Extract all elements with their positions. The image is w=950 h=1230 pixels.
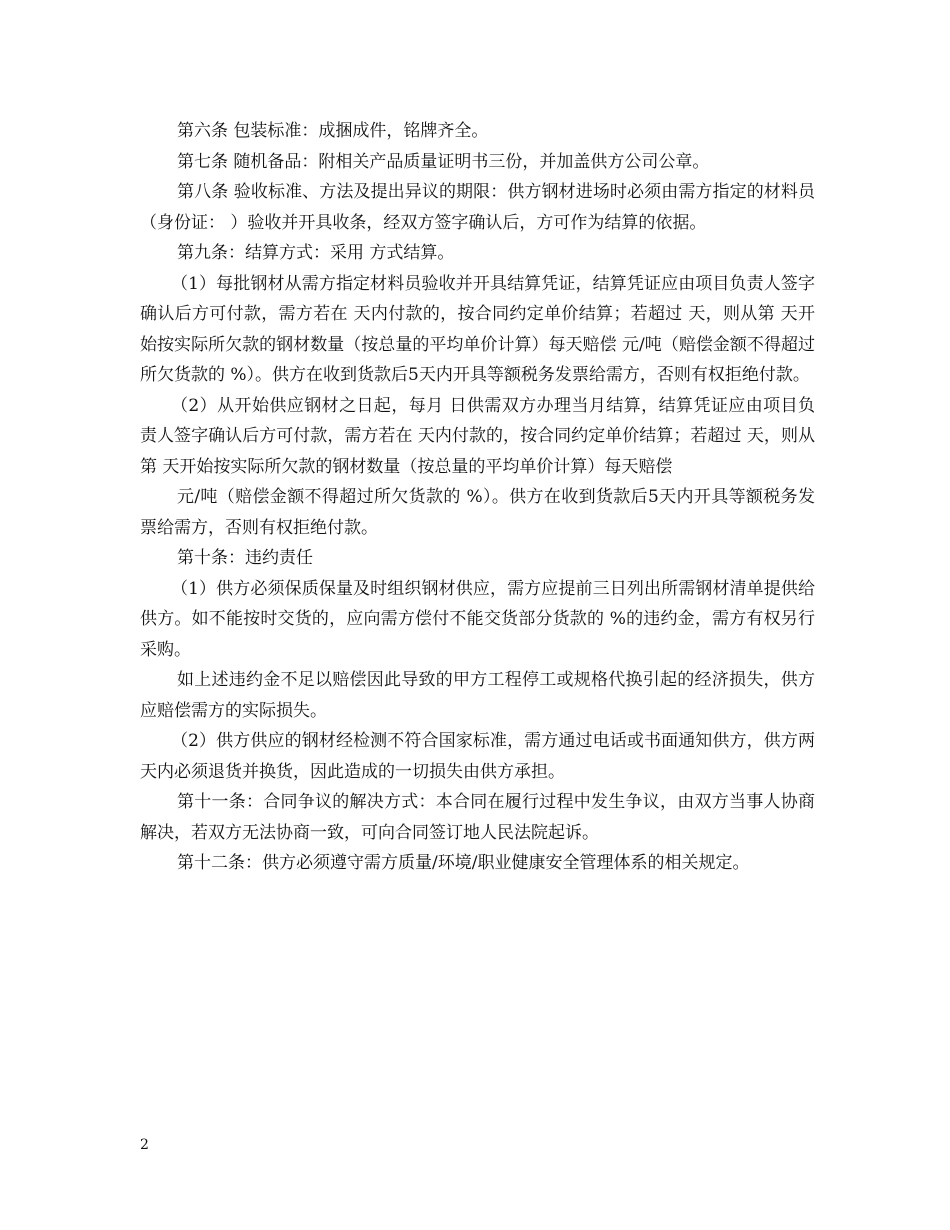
article-9-paragraph: 第九条：结算方式：采用 方式结算。: [177, 243, 455, 263]
article-10-clause-2: （2）供方供应的钢材经检测不符合国家标准，需方通过电话或书面通知供方，供方两天内必须退货并换货，因此造成的一切损失由供方承担。: [140, 731, 815, 782]
article-10-heading: 第十条：违约责任: [177, 548, 313, 568]
article-12-paragraph: 第十二条：供方必须遵守需方质量/环境/职业健康安全管理体系的相关规定。: [177, 853, 750, 873]
article-9-clause-2-continued: 元/吨（赔偿金额不得超过所欠货款的 %）。供方在收到货款后5天内开具等额税务发票给需方，否则有权拒绝付款。: [140, 487, 815, 538]
article-10-clause-1: （1）供方必须保质保量及时组织钢材供应，需方应提前三日列出所需钢材清单提供给供方。如不能按时交货的，应向需方偿付不能交货部分货款的 %的违约金，需方有权另行采购。: [140, 578, 815, 660]
article-7-paragraph: 第七条 随机备品：附相关产品质量证明书三份，并加盖供方公司公章。: [177, 151, 710, 172]
article-6-paragraph: 第六条 包装标准：成捆成件，铭牌齐全。: [177, 121, 489, 141]
article-9-clause-2: （2）从开始供应钢材之日起，每月 日供需双方办理当月结算，结算凭证应由项目负责人签字确认后方可付款，需方若在 天内付款的，按合同约定单价结算；若超过 天，则从第 天开始按实际所欠款的钢材数量（按总量的平均单价计算）每天赔偿: [140, 395, 815, 477]
article-9-clause-1: （1）每批钢材从需方指定材料员验收并开具结算凭证，结算凭证应由项目负责人签字确认后方可付款，需方若在 天内付款的，按合同约定单价结算；若超过 天，则从第 天开始按实际所欠款的钢材数量（按总量的平均单价计算）每天赔偿 元/吨（赔偿金额不得超过所欠货款的 %）。供方在收到货款后5天内开具等额税务发票给需方，否则有权拒绝付款。: [140, 273, 815, 385]
article-8-paragraph: 第八条 验收标准、方法及提出异议的期限：供方钢材进场时必须由需方指定的材料员 （身份证： ）验收并开具收条，经双方签字确认后，方可作为结算的依据。: [140, 182, 815, 233]
page-number: 2: [140, 1137, 149, 1153]
article-11-paragraph: 第十一条：合同争议的解决方式：本合同在履行过程中发生争议，由双方当事人协商解决，若双方无法协商一致，可向合同签订地人民法院起诉。: [140, 792, 815, 843]
document-body: [140, 116, 815, 879]
article-10-clause-1-supplement: 如上述违约金不足以赔偿因此导致的甲方工程停工或规格代换引起的经济损失，供方应赔偿需方的实际损失。: [140, 670, 815, 721]
